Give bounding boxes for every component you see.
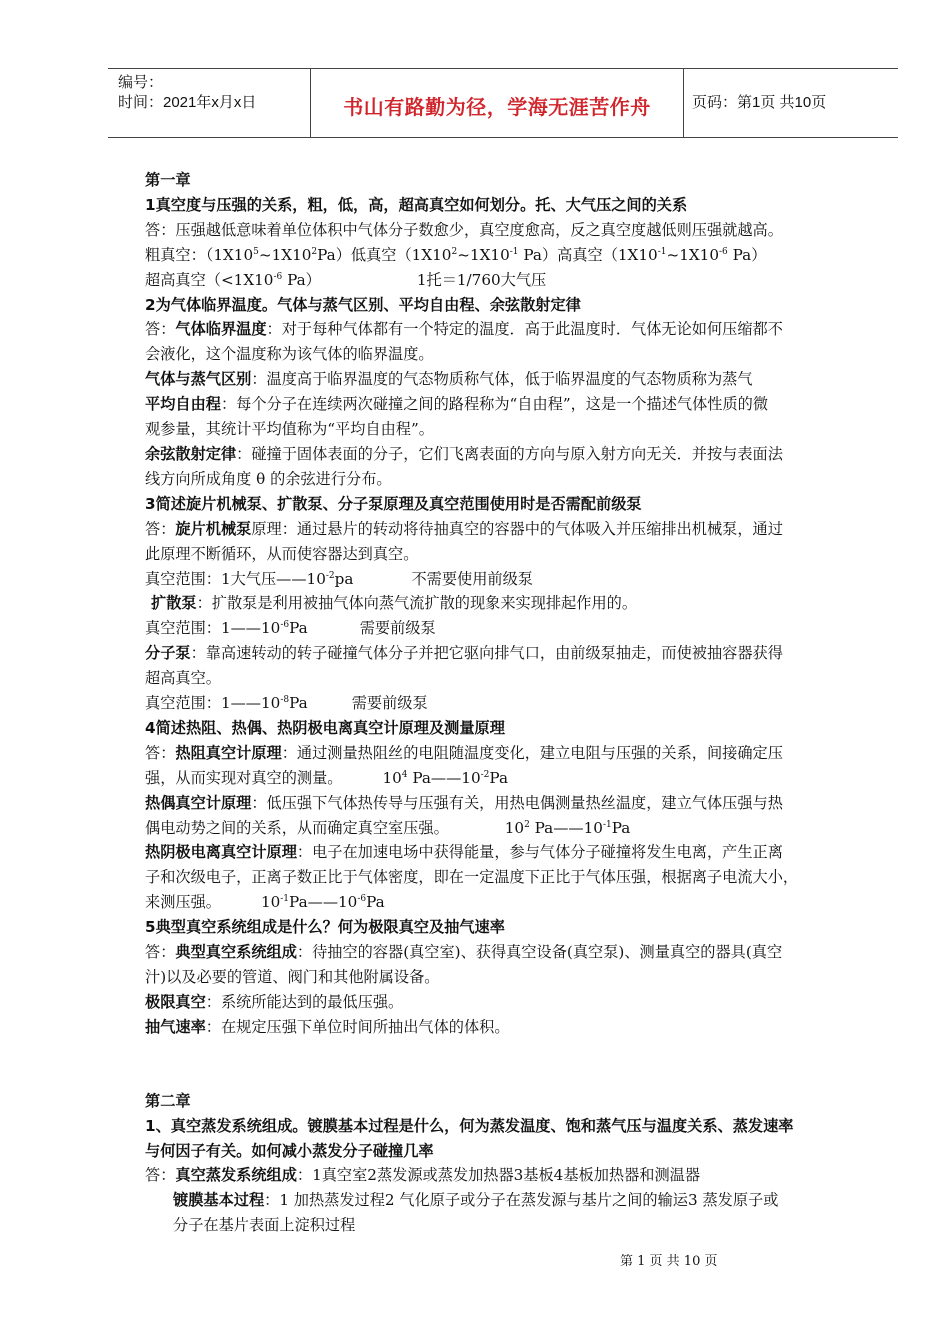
text: 来测压强。: [145, 893, 221, 912]
molecular-pump-range: [145, 691, 865, 716]
question-1-4: 4简述热阻、热偶、热阴极电离真空计原理及测量原理: [145, 718, 505, 737]
text: Pa: [489, 768, 508, 787]
text: 原理：通过悬片的转动将待抽真空的容器中的气体吸入并压缩排出机械泵，通过: [251, 519, 783, 538]
sup: -8: [280, 695, 290, 706]
sup: -6: [280, 620, 290, 631]
term: 气体临界温度: [175, 320, 267, 339]
text: 需要前级泵: [351, 694, 428, 713]
term: 分子泵: [145, 644, 191, 663]
torr-relation: 1托＝1/760大气压: [416, 270, 547, 289]
header-info-cell: [108, 69, 311, 137]
document-date-label: 时间：2021年x月x日: [118, 94, 257, 111]
sup: -6: [719, 246, 728, 257]
text: 偶电动势之间的关系，从而确定真空室压强。: [145, 818, 449, 837]
answer-1-1: 答：压强越低意味着单位体积中气体分子数愈少，真空度愈高，反之真空度越低则压强就越高。: [145, 220, 783, 239]
text: ：温度高于临界温度的气态物质称气体，低于临界温度的气态物质称为蒸气: [251, 370, 753, 389]
answer-1-4c-cont2: [145, 890, 865, 915]
text: Pa: [289, 619, 308, 638]
text: 10: [504, 818, 525, 837]
text: ：待抽空的容器(真空室)、获得真空设备(真空泵)、测量真空的器具(真空: [296, 943, 783, 962]
answer-1-2d: [145, 442, 865, 467]
text: ：通过测量热阻丝的电阻随温度变化，建立电阻与压强的关系，间接确定压: [281, 743, 783, 762]
footer-page-number: 第 1 页 共 10 页: [620, 1254, 718, 1269]
term: 镀膜基本过程: [173, 1191, 265, 1210]
term: 真空蒸发系统组成: [175, 1166, 297, 1185]
term: 热阴极电离真空计原理: [145, 843, 297, 862]
text: 答：: [145, 1166, 176, 1185]
text: 答：: [145, 519, 176, 538]
text: 需要前级泵: [359, 619, 436, 638]
answer-1-5a-cont: 汁)以及必要的管道、阀门和其他附属设备。: [145, 968, 440, 986]
sup: -6: [273, 271, 283, 282]
term: 旋片机械泵: [175, 519, 252, 538]
text: 不需要使用前级泵: [411, 569, 533, 588]
text: ~1X10: [258, 245, 312, 264]
answer-1-2c: [145, 392, 865, 417]
text: ：扩散泵是利用被抽气体向蒸气流扩散的现象来实现排起作用的。: [196, 594, 637, 613]
text: ：在规定压强下单位时间所抽出气体的体积。: [205, 1017, 510, 1036]
question-2-1-cont: 与何因子有关。如何减小蒸发分子碰撞几率: [145, 1141, 434, 1160]
term: 典型真空系统组成: [175, 943, 297, 962]
answer-1-5c: [145, 1015, 865, 1040]
answer-1-4c-cont: 子和次级电子，正离子数正比于气体密度，即在一定温度下正比于气体压强，根据离子电流大小，: [145, 868, 799, 887]
term: 余弦散射定律: [145, 444, 237, 463]
answer-2-1b: [145, 1188, 865, 1213]
answer-1-5a: [145, 940, 865, 965]
text: ：碰撞于固体表面的分子，它们飞离表面的方向与原入射方向无关．并按与表面法: [236, 444, 783, 463]
answer-1-3b: [145, 591, 865, 616]
term: 热偶真空计原理: [145, 793, 252, 812]
text: ~1X10: [666, 245, 720, 264]
answer-1-2c-cont: 观参量，其统计平均值称为“平均自由程”。: [145, 420, 434, 439]
text: 超高真空（<1X10: [145, 270, 274, 289]
text: Pa——10: [529, 818, 603, 837]
term: 气体与蒸气区别: [145, 370, 252, 389]
sup: -2: [325, 570, 335, 581]
chapter-2-title: 第二章: [145, 1091, 191, 1110]
text: 真空范围：1大气压——10: [145, 569, 326, 588]
chapter-1-title: 第一章: [145, 171, 191, 189]
sup: -1: [602, 819, 612, 830]
term: 抽气速率: [145, 1017, 206, 1036]
sup: -1: [280, 894, 290, 905]
sup: 2: [451, 246, 458, 257]
sup: 2: [311, 246, 318, 257]
sup: -2: [480, 769, 490, 780]
text: 答：: [145, 320, 176, 339]
sup: -6: [357, 894, 367, 905]
text: ：低压强下气体热传导与压强有关，用热电偶测量热丝温度，建立气体压强与热: [251, 793, 783, 812]
document-body: [145, 168, 865, 1238]
sup: 2: [524, 819, 530, 830]
header-table: [108, 68, 898, 138]
text: Pa）: [282, 270, 321, 289]
diffusion-pump-range: [145, 616, 865, 641]
text: Pa）低真空（1X10: [317, 245, 452, 264]
answer-1-2a-cont: 会液化，这个温度称为该气体的临界温度。: [145, 345, 434, 364]
text: ：系统所能达到的最低压强。: [205, 992, 404, 1011]
header-motto-cell: [311, 69, 684, 137]
answer-1-2b: [145, 367, 865, 392]
text: Pa）: [727, 245, 767, 264]
question-1-1: 1真空度与压强的关系，粗，低，高，超高真空如何划分。托、大气压之间的关系: [145, 195, 688, 214]
sup: 5: [253, 246, 259, 257]
sup: -1: [509, 246, 519, 257]
text: 真空范围：1——10: [145, 694, 281, 713]
text: ：1 加热蒸发过程2 气化原子或分子在蒸发源与基片之间的输运3 蒸发原子或: [264, 1191, 779, 1210]
answer-1-3a: [145, 517, 865, 542]
rotary-pump-range: [145, 567, 865, 592]
text: Pa: [611, 818, 631, 837]
text: ：对于每种气体都有一个特定的温度．高于此温度时．气体无论如何压缩都不: [266, 320, 783, 339]
answer-1-4a: [145, 741, 865, 766]
text: 答：: [145, 743, 176, 762]
text: Pa——10: [289, 893, 358, 912]
text: 真空范围：1——10: [145, 619, 281, 638]
motto-text: 书山有路勤为径，学海无涯苦作舟: [343, 95, 651, 119]
term: 平均自由程: [145, 395, 221, 414]
text: ：电子在加速电场中获得能量，参与气体分子碰撞将发生电离，产生正离: [296, 843, 783, 862]
text: 10: [382, 768, 402, 787]
text: 10: [260, 893, 281, 912]
header-page-number: 页码：第1页 共10页: [692, 94, 827, 111]
question-1-2: 2为气体临界温度。气体与蒸气区别、平均自由程、余弦散射定律: [145, 295, 581, 314]
document-number-label: 编号：: [118, 74, 164, 91]
question-1-5: 5典型真空系统组成是什么？何为极限真空及抽气速率: [145, 918, 505, 937]
chapter-gap: [145, 1040, 865, 1089]
text: ：靠高速转动的转子碰撞气体分子并把它驱向排气口，由前级泵抽走，而使被抽容器获得: [190, 644, 783, 663]
sup: -1: [657, 246, 667, 257]
answer-1-2d-cont: 线方向所成角度 θ 的余弦进行分布。: [145, 469, 392, 488]
term: 扩散泵: [151, 594, 197, 613]
answer-1-4b: [145, 791, 865, 816]
text: Pa）高真空（1X10: [518, 245, 658, 264]
text: ~1X10: [457, 245, 510, 264]
question-1-3: 3简述旋片机械泵、扩散泵、分子泵原理及真空范围使用时是否需配前级泵: [145, 494, 642, 513]
term: 极限真空: [145, 992, 206, 1011]
term: 热阻真空计原理: [175, 743, 282, 762]
answer-1-3c-cont: 超高真空。: [145, 669, 221, 688]
text: 粗真空：（1X10: [145, 245, 254, 264]
answer-1-5b: [145, 990, 865, 1015]
answer-2-1b-cont: 分子在基片表面上淀积过程: [173, 1216, 356, 1235]
answer-1-4b-cont: [145, 816, 865, 841]
text: 强，从而实现对真空的测量。: [145, 768, 343, 787]
answer-1-3a-cont: 此原理不断循环，从而使容器达到真空。: [145, 544, 419, 563]
ultra-high-vacuum-line: [145, 268, 865, 293]
text: Pa: [289, 694, 308, 713]
answer-1-4a-cont: [145, 766, 865, 791]
text: 答：: [145, 943, 176, 962]
text: Pa: [366, 893, 385, 912]
answer-1-4c: [145, 840, 865, 865]
header-page-cell: [684, 69, 898, 137]
text: pa: [334, 569, 354, 588]
text: ：每个分子在连续两次碰撞之间的路程称为“自由程”，这是一个描述气体性质的微: [220, 395, 769, 414]
answer-1-3c: [145, 641, 865, 666]
answer-2-1a: [145, 1163, 865, 1188]
text: Pa——10: [407, 768, 481, 787]
text: ：1真空室2蒸发源或蒸发加热器3基板4基板加热器和测温器: [296, 1166, 701, 1185]
answer-1-2a: [145, 317, 865, 342]
sup: 4: [401, 769, 408, 780]
vacuum-ranges-line: [145, 243, 865, 268]
question-2-1: 1、真空蒸发系统组成。镀膜基本过程是什么，何为蒸发温度、饱和蒸气压与温度关系、蒸发速率: [145, 1116, 794, 1135]
